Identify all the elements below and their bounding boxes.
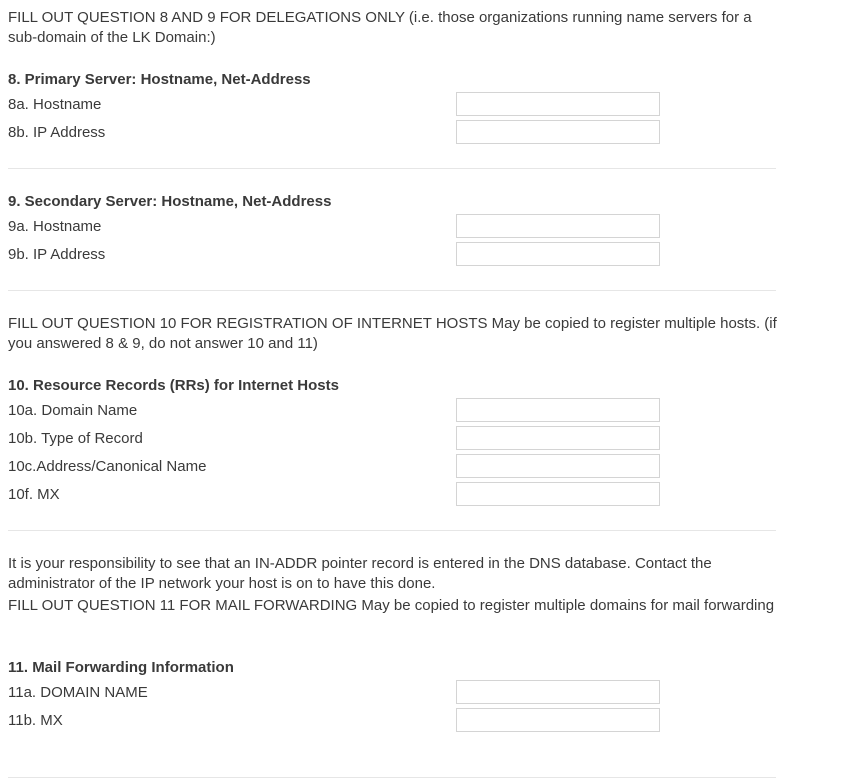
primary-ip-input[interactable] — [456, 120, 660, 144]
domain-name-input[interactable] — [456, 398, 660, 422]
mail-forwarding-heading: 11. Mail Forwarding Information — [8, 659, 234, 676]
address-canonical-label: 10c.Address/Canonical Name — [8, 458, 207, 475]
secondary-server-heading: 9. Secondary Server: Hostname, Net-Address — [8, 193, 332, 210]
mx-label: 10f. MX — [8, 486, 60, 503]
primary-hostname-label: 8a. Hostname — [8, 96, 102, 113]
resource-records-heading: 10. Resource Records (RRs) for Internet Hosts — [8, 377, 339, 394]
mail-mx-label: 11b. MX — [8, 712, 63, 729]
record-type-input[interactable] — [456, 426, 660, 450]
delegation-instructions: FILL OUT QUESTION 8 AND 9 FOR DELEGATIONS ONLY (i.e. those organizations running name servers for a sub-domain of the LK Domain:) — [8, 9, 752, 46]
primary-hostname-input[interactable] — [456, 92, 660, 116]
record-type-label: 10b. Type of Record — [8, 430, 143, 447]
mail-domain-name-label: 11a. DOMAIN NAME — [8, 684, 148, 701]
section-divider — [8, 168, 776, 169]
primary-server-heading: 8. Primary Server: Hostname, Net-Address — [8, 71, 311, 88]
address-canonical-input[interactable] — [456, 454, 660, 478]
secondary-hostname-label: 9a. Hostname — [8, 218, 102, 235]
mail-mx-input[interactable] — [456, 708, 660, 732]
secondary-ip-label: 9b. IP Address — [8, 246, 106, 263]
section-divider — [8, 530, 776, 531]
primary-ip-label: 8b. IP Address — [8, 124, 106, 141]
secondary-ip-input[interactable] — [456, 242, 660, 266]
mx-input[interactable] — [456, 482, 660, 506]
hosts-instructions: FILL OUT QUESTION 10 FOR REGISTRATION OF INTERNET HOSTS May be copied to register multiple hosts. (if you answered 8 & 9, do not answer 10 and 11) — [8, 315, 777, 352]
mail-domain-name-input[interactable] — [456, 680, 660, 704]
in-addr-note: It is your responsibility to see that an IN-ADDR pointer record is entered in the DNS database. Contact the administrator of the IP network your host is on to have this done. — [8, 555, 712, 592]
domain-name-label: 10a. Domain Name — [8, 402, 138, 419]
section-divider — [8, 777, 776, 778]
secondary-hostname-input[interactable] — [456, 214, 660, 238]
section-divider — [8, 290, 776, 291]
mail-forwarding-instructions: FILL OUT QUESTION 11 FOR MAIL FORWARDING May be copied to register multiple domains for mail forwarding — [8, 597, 775, 614]
